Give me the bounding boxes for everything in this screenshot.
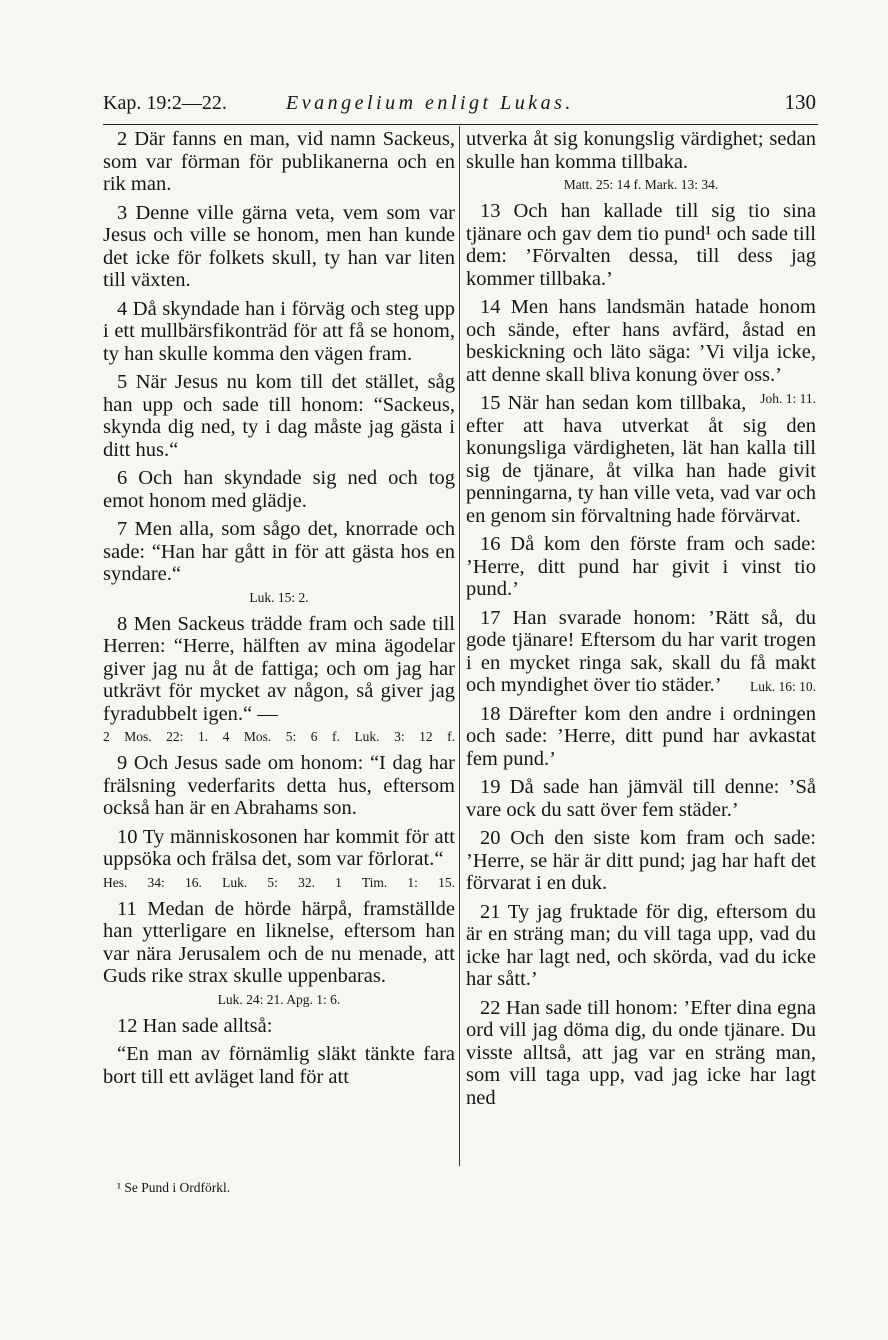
page-number: 130 xyxy=(784,90,816,114)
verse xyxy=(103,1015,455,1038)
verse-text: “En man av förnämlig släkt tänkte fara bort till ett avläget land för att xyxy=(103,1043,455,1088)
verse xyxy=(103,202,455,292)
verse-text: 5 När Jesus nu kom till det stället, såg han upp och sade till honom: “Sackeus, skynda dig ned, ty i dag måste jag gästa i ditt hus.“ xyxy=(103,371,455,461)
verse-text: 18 Därefter kom den andre i ordningen och sade: ’Herre, ditt pund har avkastat fem pund.’ xyxy=(466,702,816,770)
verse xyxy=(103,371,455,461)
verse-text: 22 Han sade till honom: ’Efter dina egna ord vill jag döma dig, du onde tjänare. Du visste alltså, att jag var en sträng man, som vill taga upp, vad jag icke har lagt ned xyxy=(466,996,816,1109)
verse xyxy=(466,392,816,527)
scripture-reference xyxy=(103,589,455,606)
inline-scripture-reference: Joh. 1: 11. xyxy=(760,391,816,406)
column-divider xyxy=(459,126,460,1166)
left-column xyxy=(103,128,455,1094)
verse-continuation xyxy=(466,128,816,173)
page-header xyxy=(103,88,818,125)
chapter-reference: Kap. 19:2—22. xyxy=(103,92,227,114)
inline-scripture-reference: Luk. 16: 10. xyxy=(750,679,816,694)
verse xyxy=(466,997,816,1110)
verse-text: 12 Han sade alltså: xyxy=(117,1014,273,1037)
verse xyxy=(103,467,455,512)
verse xyxy=(466,703,816,771)
verse xyxy=(103,826,455,871)
scripture-reference xyxy=(103,991,455,1008)
verse-text: 7 Men alla, som sågo det, knorrade och sade: “Han har gått in för att gästa hos en syndare.“ xyxy=(103,518,455,585)
verse-text: 2 Mos. 22: 1. 4 Mos. 5: 6 f. Luk. 3: 12 f. xyxy=(103,729,455,744)
verse-text: 13 Och han kallade till sig tio sina tjänare och gav dem tio pund¹ och sade till dem: ’Förvalten dessa, till dess jag kommer tillbaka.’ xyxy=(466,200,816,290)
verse-text: 15 När han sedan kom tillbaka, efter att hava utverkat åt sig den konungsliga värdigheten, lät han kalla till sig de tjänare, åt vilka han hade givit penningarna, ty han ville veta, vad var och en genom sin förvaltning hade förvärvat. xyxy=(466,392,816,527)
verse xyxy=(103,298,455,366)
verse-text: 21 Ty jag fruktade för dig, eftersom du är en sträng man; du vill taga upp, vad du icke har lagt ned, och skörda, vad du icke har sått.’ xyxy=(466,900,816,990)
verse-text: 19 Då sade han jämväl till denne: ’Så vare ock du satt över fem städer.’ xyxy=(466,776,816,821)
verse xyxy=(103,1043,455,1088)
verse-text: Luk. 15: 2. xyxy=(249,589,309,605)
verse-text: Luk. 24: 21. Apg. 1: 6. xyxy=(217,991,341,1007)
verse xyxy=(466,776,816,821)
verse xyxy=(466,827,816,895)
verse-text: Matt. 25: 14 f. Mark. 13: 34. xyxy=(563,177,719,192)
verse xyxy=(103,518,455,586)
verse-text: 14 Men hans landsmän hatade honom och sände, efter hans avfärd, åstad en beskickning och läto säga: ’Vi vilja icke, att denne skall bliva konung över oss.’ xyxy=(466,296,816,386)
verse xyxy=(466,901,816,991)
verse xyxy=(466,296,816,406)
verse xyxy=(466,200,816,290)
verse-text: 11 Medan de hörde härpå, framställde han ytterligare en liknelse, eftersom han var nära Jerusalem och de nu menade, att Guds rike strax skulle uppenbaras. xyxy=(103,897,455,987)
verse-text: utverka åt sig konungslig värdighet; sedan skulle han komma tillbaka. xyxy=(466,128,816,173)
scripture-reference xyxy=(103,874,455,891)
verse xyxy=(466,533,816,601)
verse xyxy=(103,752,455,820)
verse-text: 6 Och han skyndade sig ned och tog emot honom med glädje. xyxy=(103,467,455,512)
verse xyxy=(103,128,455,196)
verse xyxy=(466,607,816,697)
verse-text: 8 Men Sackeus trädde fram och sade till Herren: “Herre, hälften av mina ägodelar giver jag nu åt de fattiga; och om jag har utkrävt för mycket av någon, så giver jag fyradubbelt igen.“ — xyxy=(103,612,455,725)
verse-text: 4 Då skyndade han i förväg och steg upp i ett mullbärsfikonträd för att få se honom, ty han skulle komma den vägen fram. xyxy=(103,297,455,365)
scripture-reference xyxy=(103,728,455,745)
verse-text: 9 Och Jesus sade om honom: “I dag har frälsning vederfarits detta hus, eftersom också han är en Abrahams son. xyxy=(103,752,455,819)
verse-text: 3 Denne ville gärna veta, vem som var Jesus och ville se honom, men han kunde det icke för folkets skull, ty han var liten till växten. xyxy=(103,201,455,291)
verse-text: 10 Ty människosonen har kommit för att uppsöka och frälsa det, som var förlorat.“ xyxy=(103,825,455,870)
footnote: ¹ Se Pund i Ordförkl. xyxy=(117,1180,231,1195)
scripture-reference xyxy=(466,176,816,193)
right-column xyxy=(466,128,816,1115)
book-title: Evangelium enligt Lukas. xyxy=(286,92,574,114)
verse xyxy=(103,898,455,988)
verse-text: 16 Då kom den förste fram och sade: ’Herre, ditt pund har givit i vinst tio pund.’ xyxy=(466,533,816,600)
verse-text: 20 Och den siste kom fram och sade: ’Herre, se här är ditt pund; jag har haft det förvarat i en duk. xyxy=(466,827,816,894)
verse-text: 2 Där fanns en man, vid namn Sackeus, som var förman för publikanerna och en rik man. xyxy=(103,128,455,195)
verse-text: Hes. 34: 16. Luk. 5: 32. 1 Tim. 1: 15. xyxy=(103,874,455,890)
verse-text: 17 Han svarade honom: ’Rätt så, du gode tjänare! Eftersom du har varit trogen i en mycket ringa sak, skall du få makt och myndighet över tio städer.’ xyxy=(466,606,816,696)
verse xyxy=(103,613,455,726)
